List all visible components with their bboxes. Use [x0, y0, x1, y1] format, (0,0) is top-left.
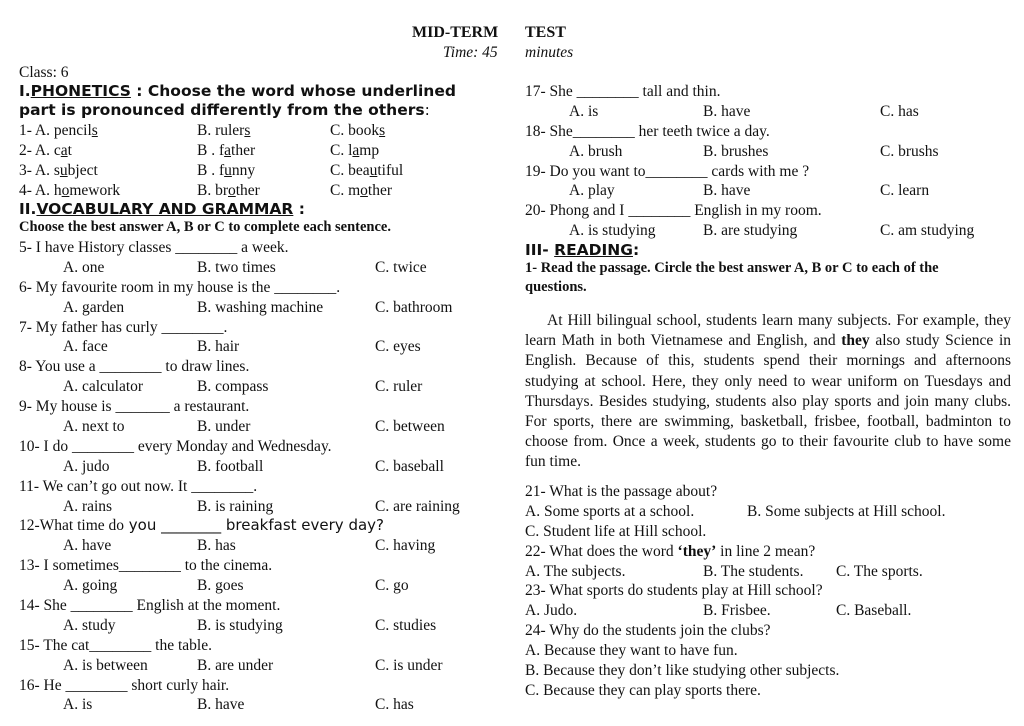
question-option: C. Because they can play sports there.	[525, 681, 761, 699]
question-options: A. Judo. B. Frisbee. C. Baseball.	[525, 602, 912, 620]
question-options: A. The subjects. B. The students. C. The sports.	[525, 562, 923, 580]
reading-questions	[525, 482, 1015, 701]
question-options: A. is studying B. are studying C. am studying	[569, 222, 975, 240]
question-options: A. calculator B. compass C. ruler	[63, 378, 423, 396]
question-options: A. garden B. washing machine C. bathroom	[63, 298, 453, 316]
vocabulary-instruction: Choose the best answer A, B or C to complete each sentence.	[19, 219, 391, 235]
question-text: 20- Phong and I ________ English in my room.	[525, 202, 822, 220]
phonetics-row: 1- A. pencils B. rulers C. books	[19, 122, 386, 139]
question-text: 23- What sports do students play at Hill school?	[525, 582, 823, 600]
phonetics-row: 4- A. homework B. brother C. mother	[19, 181, 393, 199]
title-part2: TEST	[525, 24, 566, 41]
question-text: 24- Why do the students join the clubs?	[525, 622, 771, 640]
question-text: 18- She________ her teeth twice a day.	[525, 122, 770, 140]
question-text: 19- Do you want to________ cards with me ?	[525, 162, 810, 180]
question-text: 17- She ________ tall and thin.	[525, 83, 721, 100]
question-options: A. play B. have C. learn	[569, 182, 930, 200]
question-text: 11- We can’t go out now. It ________.	[19, 477, 258, 495]
question-text: 14- She ________ English at the moment.	[19, 597, 281, 615]
section-reading-heading: III- READING:	[525, 241, 640, 259]
phonetics-row: 2- A. cat B . father C. lamp	[19, 141, 380, 159]
question-options: A. have B. has C. having	[63, 537, 436, 555]
question-options: A. face B. hair C. eyes	[63, 338, 421, 356]
question-options: A. is B. have C. has	[569, 102, 919, 120]
reading-instruction: 1- Read the passage. Circle the best answer A, B or C to each of the	[525, 260, 939, 276]
question-text: 21- What is the passage about?	[525, 483, 718, 500]
question-text: 8- You use a ________ to draw lines.	[19, 358, 250, 376]
question-text: 22- What does the word ‘they’ in line 2 mean?	[525, 542, 816, 560]
question-option: C. Student life at Hill school.	[525, 522, 707, 540]
reading-instruction-line2: questions.	[525, 279, 587, 295]
reading-passage: At Hill bilingual school, students learn many subjects. For example, they learn Math in both Vietnamese and English, and they also study Science in English. Because of this, students spend their mornings and afternoons studying at school. Here, they only need to wear uniform on Tuesdays and Thursdays. Besides studying, students also play sports and join many clubs. For sports, there are swimming, basketball, frisbee, football, badminton to choose from. Once a week, students go to their favourite club to have some fun time.	[525, 312, 1011, 471]
question-text: 6- My favourite room in my house is the ________.	[19, 278, 341, 296]
section-vocabulary-heading: II.VOCABULARY AND GRAMMAR :	[19, 200, 305, 218]
question-text: 12-What time do you ________ breakfast every day?	[19, 516, 384, 535]
title-part1: MID-TERM	[412, 24, 499, 41]
question-text: 16- He ________ short curly hair.	[19, 676, 230, 694]
time-label: Time: 45	[443, 44, 498, 61]
question-text: 7- My father has curly ________.	[19, 318, 228, 336]
question-options: A. brush B. brushes C. brushs	[569, 142, 939, 160]
question-options: A. rains B. is raining C. are raining	[63, 497, 460, 515]
question-options: A. is between B. are under C. is under	[63, 656, 443, 674]
time-unit: minutes	[525, 44, 574, 61]
question-text: 13- I sometimes________ to the cinema.	[19, 557, 273, 575]
question-text: 9- My house is _______ a restaurant.	[19, 398, 250, 416]
question-text: 15- The cat________ the table.	[19, 636, 212, 654]
questions-right	[525, 82, 1015, 241]
question-option: B. Because they don’t like studying other subjects.	[525, 662, 840, 680]
phonetics-row: 3- A. subject B . funny C. beautiful	[19, 161, 404, 179]
phonetics-list	[19, 121, 499, 201]
class-label: Class: 6	[19, 64, 69, 81]
question-options: A. next to B. under C. between	[63, 418, 445, 436]
question-options: A. is B. have C. has	[63, 696, 414, 714]
question-option: A. Because they want to have fun.	[525, 642, 738, 660]
question-text: 5- I have History classes ________ a week.	[19, 239, 289, 256]
question-options: A. study B. is studying C. studies	[63, 616, 437, 634]
questions-left	[19, 238, 509, 715]
question-text: 10- I do ________ every Monday and Wednesday.	[19, 437, 332, 455]
section-phonetics-heading: I.PHONETICS : Choose the word whose underlined	[19, 82, 456, 100]
question-options: A. judo B. football C. baseball	[63, 457, 444, 475]
question-options: A. going B. goes C. go	[63, 577, 409, 595]
section-phonetics-heading-line2: part is pronounced differently from the others:	[19, 101, 430, 119]
question-options: A. Some sports at a school. B. Some subjects at Hill school.	[525, 502, 946, 520]
question-options: A. one B. two times C. twice	[63, 258, 427, 276]
